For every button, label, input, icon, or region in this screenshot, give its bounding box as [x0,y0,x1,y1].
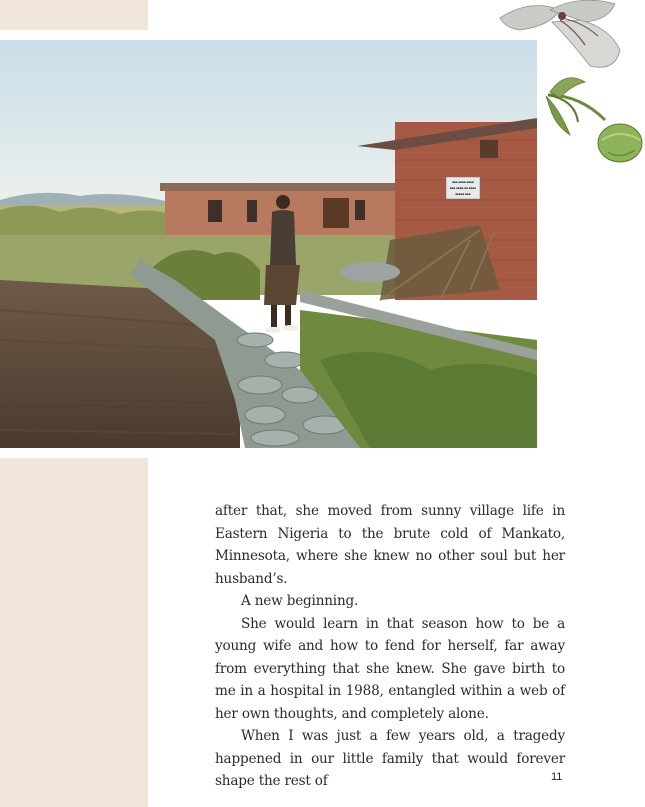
paragraph: When I was just a few years old, a tragedy happened in our little family that would forever shape the rest of [215,728,565,789]
leaf-icon [546,78,605,135]
paragraph: after that, she moved from sunny village life in Eastern Nigeria to the brute cold of Mankato, Minnesota, where she knew no other soul but her husband’s. [215,503,565,587]
paragraph: She would learn in that season how to be a young wife and how to fend for herself, far away from everything that she knew. She gave birth to me in a hospital in 1988, entangled within a web of her own thoughts, and completely alone. [215,615,565,722]
paragraph: A new beginning. [241,593,359,609]
signboard-line: ■■■ ■■■■ ■■ ■■■■ [449,186,477,190]
flower-bud-icon [598,124,642,162]
signboard-line: ■■■ ■■■■ ■■■■ [452,180,474,184]
botanical-illustration [490,0,645,170]
flower-icon [500,0,620,67]
village-photo [0,40,537,448]
decorative-beige-panel-top [0,0,148,30]
decorative-beige-panel-bottom [0,458,148,807]
body-text [215,500,565,793]
page-number: 11 [551,771,563,783]
signboard-line: ■■■■■ ■■■ [455,192,471,196]
